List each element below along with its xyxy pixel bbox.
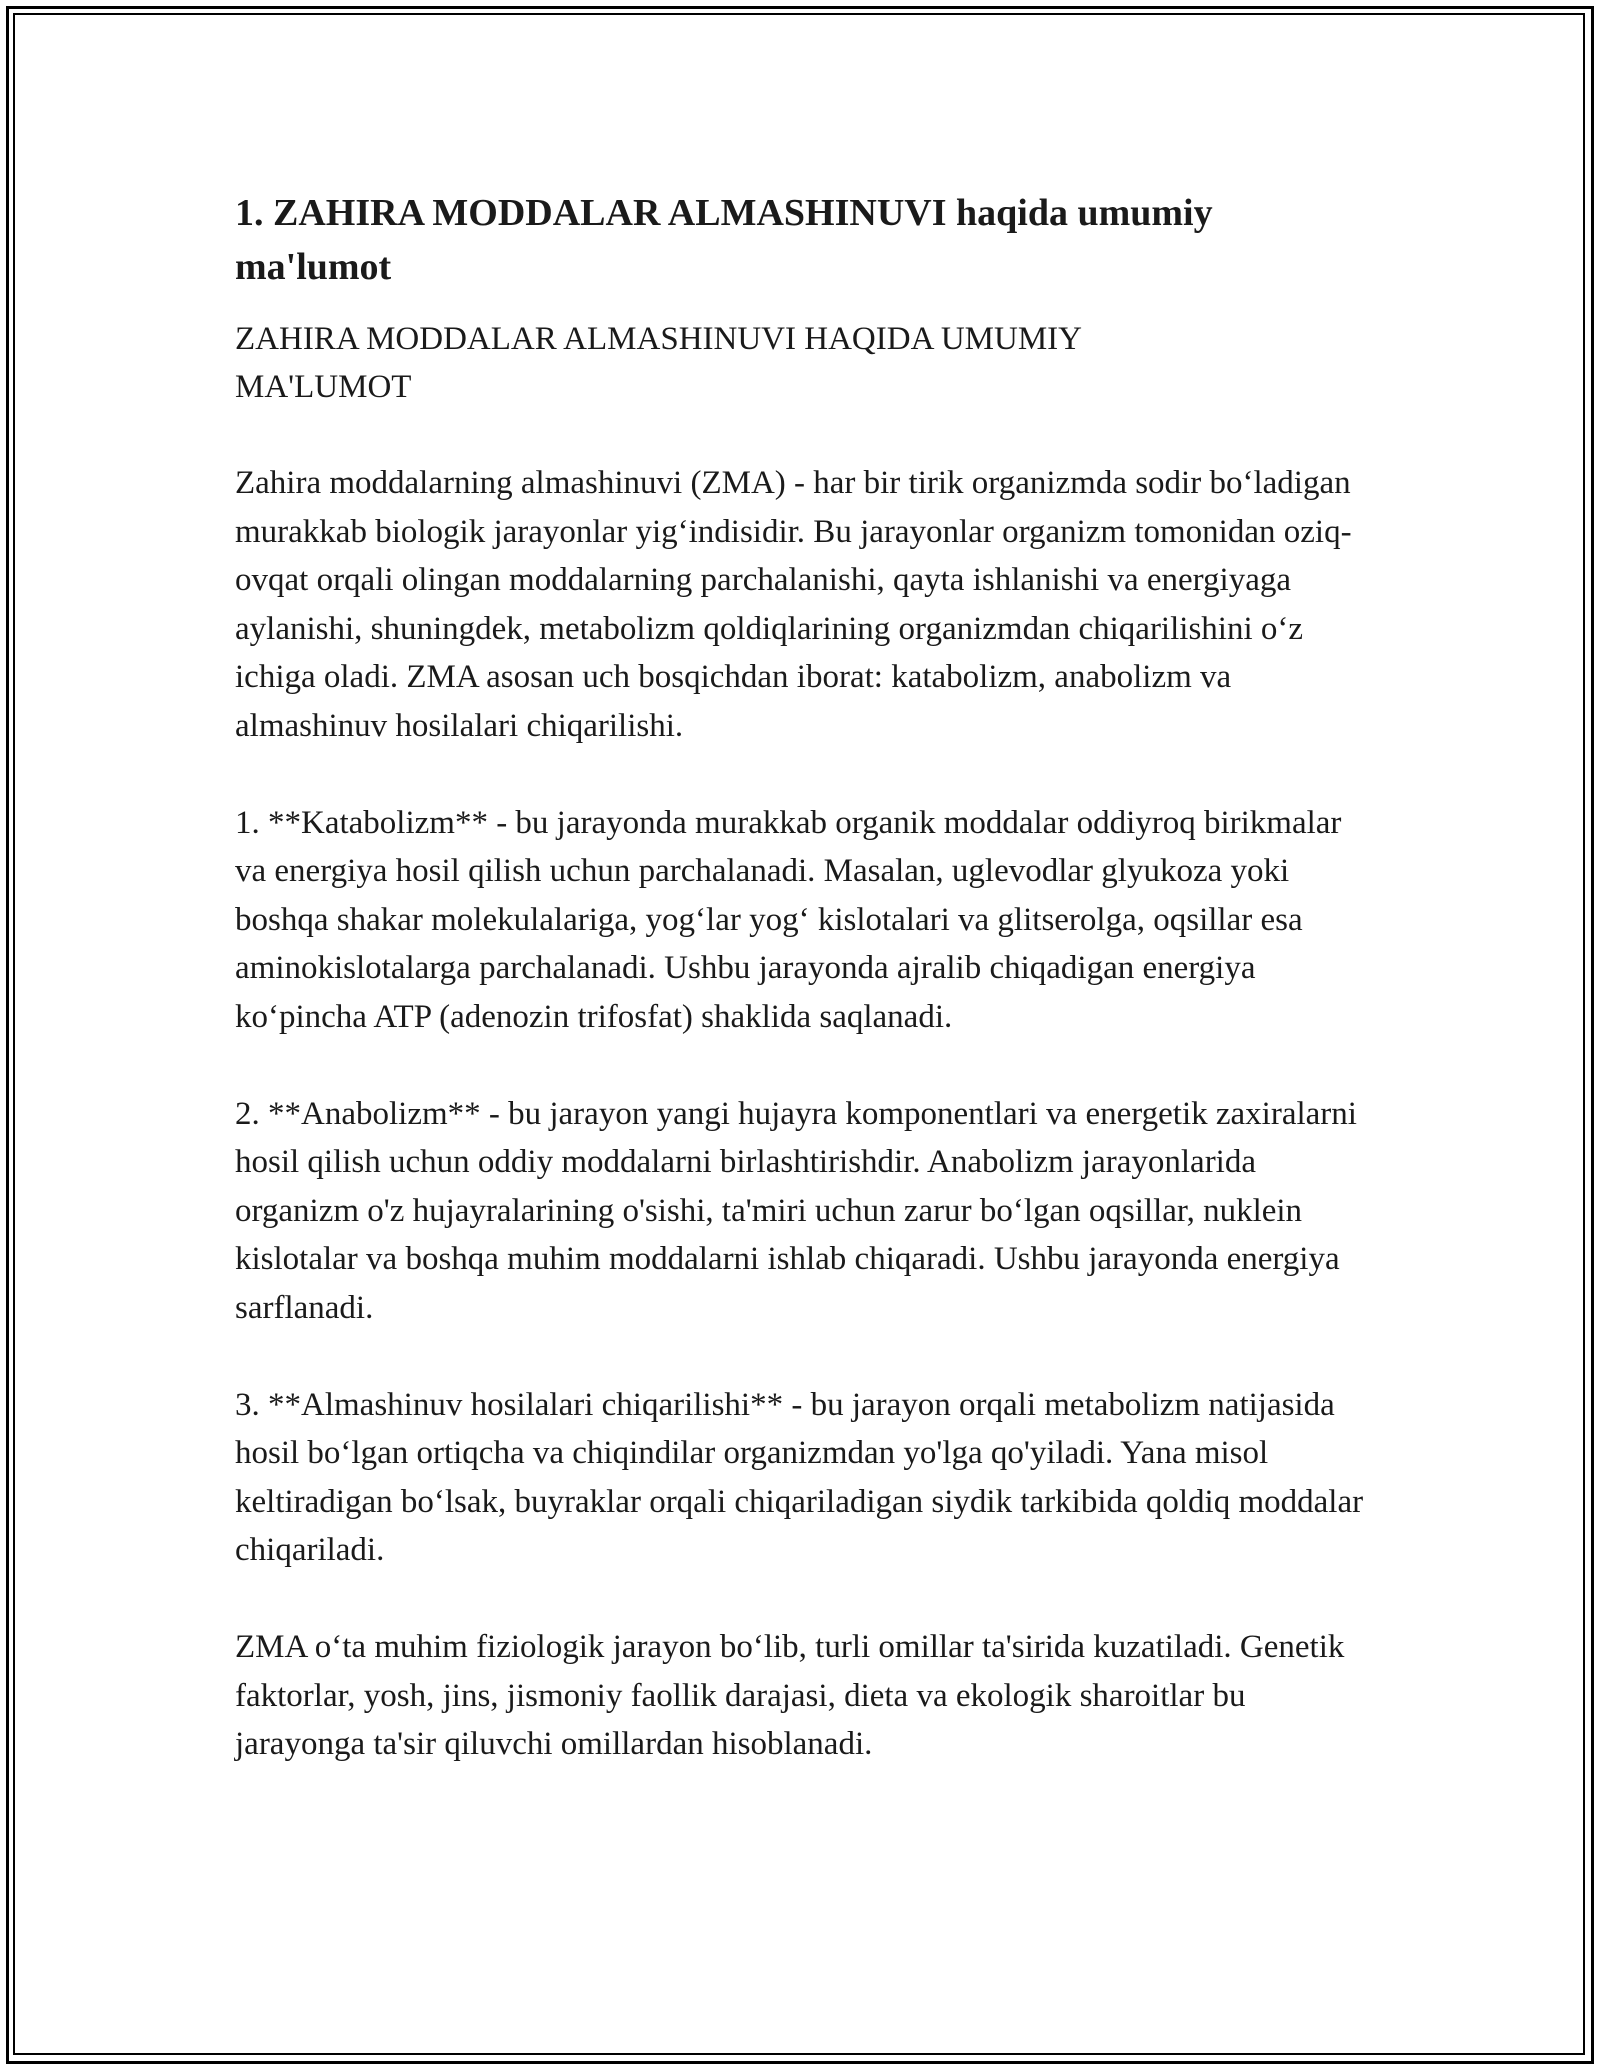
paragraph-conclusion: ZMA o‘ta muhim fiziologik jarayon bo‘lib, turli omillar ta'sirida kuzatiladi. Genetik faktorlar, yosh, jins, jismoniy faollik darajasi, dieta va ekologik sharoitlar bu jarayonga ta'sir qiluvchi omillardan hisoblanadi.	[235, 1629, 1345, 1762]
document-body	[235, 186, 1370, 1817]
document-subtitle: ZAHIRA MODDALAR ALMASHINUVI HAQIDA UMUMIY MA'LUMOT	[235, 321, 1081, 405]
paragraph-katabolizm: 1. **Katabolizm** - bu jarayonda murakkab organik moddalar oddiyroq birikmalar va energiya hosil qilish uchun parchalanadi. Masalan, uglevodlar glyukoza yoki boshqa shakar molekulalariga, yog‘lar yog‘ kislotalari va glitserolga, oqsillar esa aminokislotalarga parchalanadi. Ushbu jarayonda ajralib chiqadigan energiya ko‘pincha ATP (adenozin trifosfat) shaklida saqlanadi.	[235, 804, 1342, 1035]
paragraph-intro: Zahira moddalarning almashinuvi (ZMA) - har bir tirik organizmda sodir bo‘ladigan murakkab biologik jarayonlar yig‘indisidir. Bu jarayonlar organizm tomonidan oziq-ovqat orqali olingan moddalarning parchalanishi, qayta ishlanishi va energiyaga aylanishi, shuningdek, metabolizm qoldiqlarining organizmdan chiqarilishini o‘z ichiga oladi. ZMA asosan uch bosqichdan iborat: katabolizm, anabolizm va almashinuv hosilalari chiqarilishi.	[235, 465, 1352, 744]
paragraph-almashinuv-hosilalari: 3. **Almashinuv hosilalari chiqarilishi** - bu jarayon orqali metabolizm natijasida hosil bo‘lgan ortiqcha va chiqindilar organizmdan yo'lga qo'yiladi. Yana misol keltiradigan bo‘lsak, buyraklar orqali chiqariladigan siydik tarkibida qoldiq moddalar chiqariladi.	[235, 1386, 1364, 1568]
paragraph-anabolizm: 2. **Anabolizm** - bu jarayon yangi hujayra komponentlari va energetik zaxiralarni hosil qilish uchun oddiy moddalarni birlashtirishdir. Anabolizm jarayonlarida organizm o'z hujayralarining o'sishi, ta'miri uchun zarur bo‘lgan oqsillar, nuklein kislotalar va boshqa muhim moddalarni ishlab chiqaradi. Ushbu jarayonda energiya sarflanadi.	[235, 1095, 1357, 1326]
document-heading: 1. ZAHIRA MODDALAR ALMASHINUVI haqida umumiy ma'lumot	[235, 192, 1213, 288]
